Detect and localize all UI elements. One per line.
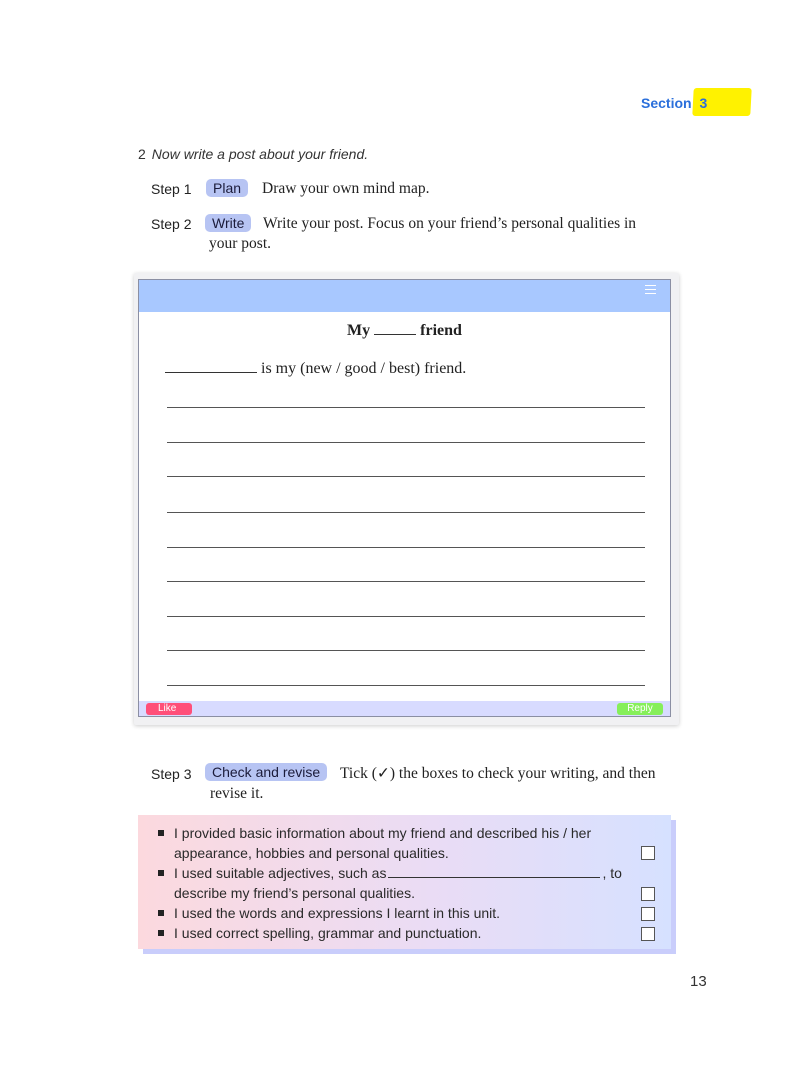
page-number: 13	[690, 973, 707, 990]
step-2-text-line2: your post.	[209, 235, 271, 252]
post-card	[138, 279, 671, 717]
writing-line[interactable]	[167, 512, 645, 513]
tick-checkbox[interactable]	[641, 846, 655, 860]
section-number: 3	[699, 95, 708, 111]
writing-line[interactable]	[167, 581, 645, 582]
step-2-text-line1: Write your post. Focus on your friend’s personal qualities in	[263, 215, 637, 232]
checklist-box	[138, 815, 671, 949]
step-1-text: Draw your own mind map.	[262, 180, 430, 197]
writing-line[interactable]	[167, 407, 645, 408]
tick-checkbox[interactable]	[641, 927, 655, 941]
section-word: Section	[641, 95, 692, 111]
task-instruction	[138, 146, 368, 162]
bullet-icon	[158, 830, 164, 836]
step-3-text-line2: revise it.	[210, 785, 264, 802]
section-label	[641, 95, 707, 111]
title-blank[interactable]	[374, 334, 416, 335]
writing-line[interactable]	[167, 442, 645, 443]
checklist-text-before: I used suitable adjectives, such as	[174, 865, 387, 881]
checklist-item	[158, 903, 628, 923]
bullet-icon	[158, 930, 164, 936]
post-title-after: friend	[420, 322, 462, 339]
adjectives-blank[interactable]	[388, 877, 600, 878]
step-3-tag: Check and revise	[205, 763, 327, 781]
checklist-item	[158, 863, 628, 903]
checklist-item-line	[158, 863, 628, 883]
checklist-item-line: describe my friend’s personal qualities.	[174, 885, 415, 901]
task-text: Now write a post about your friend.	[151, 146, 369, 162]
name-blank[interactable]	[165, 372, 257, 373]
step-2-label: Step 2	[151, 216, 192, 232]
checklist-item-line: appearance, hobbies and personal qualities.	[174, 845, 449, 861]
post-first-line	[165, 360, 466, 378]
post-title-before: My	[347, 322, 371, 339]
checklist-item-line: I used the words and expressions I learnt in this unit.	[174, 905, 501, 921]
tick-checkbox[interactable]	[641, 907, 655, 921]
checklist-item-line: I provided basic information about my friend and described his / her	[174, 825, 592, 841]
like-button[interactable]: Like	[146, 703, 192, 715]
checklist-text-after: , to	[602, 865, 622, 881]
hamburger-menu-icon[interactable]	[645, 285, 656, 296]
post-title	[139, 322, 670, 340]
writing-line[interactable]	[167, 650, 645, 651]
step-3-text-line1: Tick (✓) the boxes to check your writing, and then	[340, 765, 656, 782]
post-header-bar	[139, 280, 670, 312]
step-1-tag: Plan	[206, 179, 248, 197]
bullet-icon	[158, 910, 164, 916]
step-3-label: Step 3	[151, 766, 192, 782]
task-number: 2	[138, 146, 146, 162]
step-2-tag: Write	[205, 214, 251, 232]
writing-line[interactable]	[167, 685, 645, 686]
writing-line[interactable]	[167, 616, 645, 617]
step-1-label: Step 1	[151, 181, 192, 197]
bullet-icon	[158, 870, 164, 876]
post-footer-bar	[139, 701, 670, 716]
checklist-item	[158, 823, 628, 863]
tick-checkbox[interactable]	[641, 887, 655, 901]
checklist-item-line: I used correct spelling, grammar and punctuation.	[174, 925, 482, 941]
checklist-item	[158, 923, 628, 943]
writing-line[interactable]	[167, 547, 645, 548]
writing-line[interactable]	[167, 476, 645, 477]
reply-button[interactable]: Reply	[617, 703, 663, 715]
post-first-line-text: is my (new / good / best) friend.	[261, 360, 467, 377]
